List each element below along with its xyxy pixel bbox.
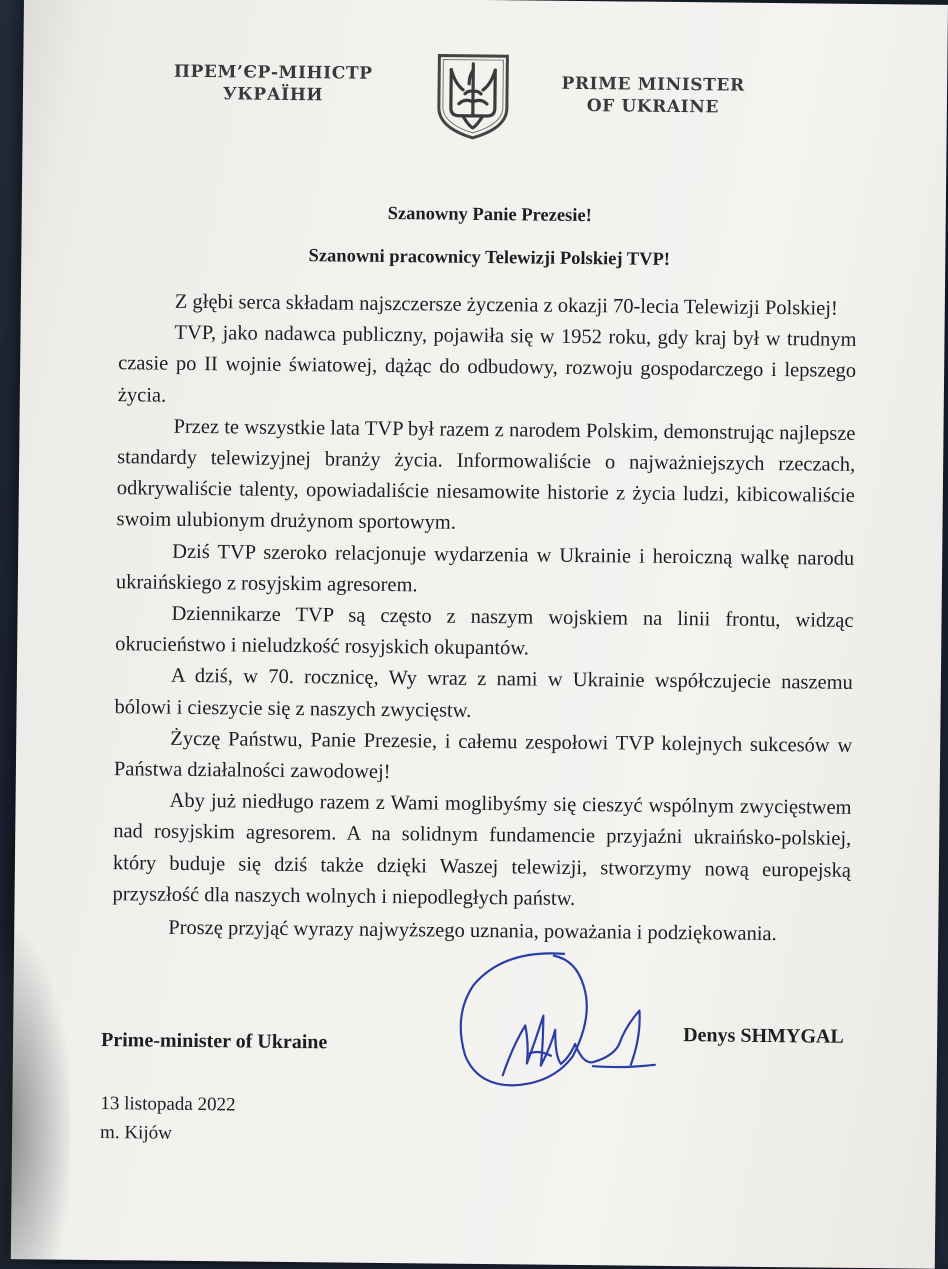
trident-coat-of-arms-icon — [425, 49, 522, 142]
paragraph: Życzę Państwu, Panie Prezesie, i całemu zespołowi TVP kolejnych sukcesów w Państwa działalności zawodowej! — [113, 727, 853, 784]
handwritten-signature-icon — [442, 945, 674, 1107]
letterhead-english-line1: PRIME MINISTER — [561, 73, 745, 96]
letterhead-ukrainian — [153, 61, 393, 108]
letter-body — [112, 286, 857, 951]
paragraph: TVP, jako nadawca publiczny, pojawiła się w 1952 roku, gdy kraj był w trudnym czasie po II wojnie światowej, dążąc do odbudowy, rozwoju gospodarczego i lepszego życia. — [117, 321, 857, 407]
letter-date: 13 listopada 2022 — [100, 1093, 236, 1116]
letterhead-english — [543, 73, 763, 119]
letter-page — [11, 0, 948, 1269]
hand-shadow — [0, 930, 70, 1264]
letterhead-ukrainian-line1: ПРЕМ’ЄР-МІНІСТР — [173, 61, 373, 84]
paragraph: Z głębi serca składam najszczersze życzenia z okazji 70-lecia Telewizji Polskiej! — [174, 290, 838, 320]
salutation-president: Szanowny Panie Prezesie! — [387, 203, 592, 227]
letter-place: m. Kijów — [100, 1122, 173, 1144]
paragraph: Przez te wszystkie lata TVP był razem z narodem Polskim, demonstrując najlepsze standardy telewizyjnej branży życia. Informowaliście o najważniejszych rzeczach, odkrywaliście talenty, opowiadaliście niesamowite historie z życia ludzi, kibicowaliście swoim ulubionym drużynom sportowym. — [116, 415, 856, 535]
paragraph: Dziś TVP szeroko relacjonuje wydarzenia w Ukrainie i heroiczną walkę narodu ukraińskiego z rosyjskim agresorem. — [115, 540, 855, 597]
closing-paragraph: Proszę przyjąć wyrazy najwyższego uznania, poważania i podziękowania. — [168, 916, 777, 946]
salutation-staff: Szanowni pracownicy Telewizji Polskiej TVP! — [308, 246, 671, 270]
signatory-role: Prime-minister of Ukraine — [100, 1029, 328, 1054]
paragraph: Aby już niedługo razem z Wami moglibyśmy się cieszyć wspólnym zwycięstwem nad rosyjskim agresorem. A na solidnym fundamencie przyjaźni ukraińsko-polskiej, który buduje się dziś także dzięki Waszej telewizji, stworzymy nową europejską przyszłość dla naszych wolnych i niepodległych państw. — [112, 789, 852, 910]
paragraph: Dziennikarze TVP są często z naszym wojskiem na linii frontu, widząc okrucieństwo i nieludzkość rosyjskich okupantów. — [115, 602, 854, 660]
letterhead-ukrainian-line2: УКРАЇНИ — [222, 84, 324, 106]
signatory-name: Denys SHMYGAL — [683, 1024, 844, 1048]
paragraph: A dziś, w 70. rocznicę, Wy wraz z nami w Ukrainie współczujecie naszemu bólowi i cieszycie się z naszych zwycięstw. — [114, 665, 853, 722]
letterhead-english-line2: OF UKRAINE — [586, 96, 720, 118]
